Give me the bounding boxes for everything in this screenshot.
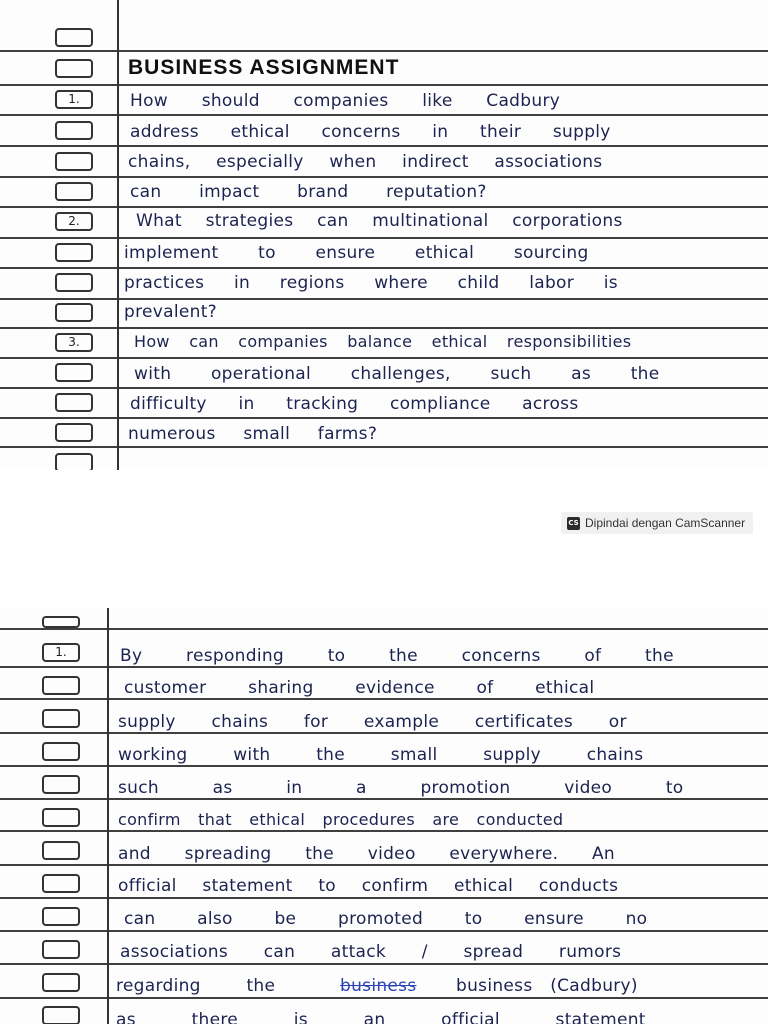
margin-box (55, 423, 93, 442)
margin-box (55, 243, 93, 262)
margin-box (42, 616, 80, 628)
answer-line: such as in a promotion video to (118, 778, 684, 798)
ruled-line (0, 732, 768, 734)
scanned-page-questions (0, 0, 768, 470)
margin-box (55, 363, 93, 382)
margin-box (42, 973, 80, 992)
ruled-line (0, 446, 768, 448)
margin-box (42, 841, 80, 860)
question-line: difficulty in tracking compliance across (130, 394, 579, 414)
question-line: prevalent? (124, 302, 217, 322)
scanned-page-answers (0, 608, 768, 1024)
ruled-line (0, 963, 768, 965)
margin-box (42, 1006, 80, 1024)
ruled-line (0, 417, 768, 419)
question-line: implement to ensure ethical sourcing (124, 243, 589, 263)
ruled-line (0, 698, 768, 700)
ruled-line (0, 237, 768, 239)
ruled-line (0, 145, 768, 147)
answer-line: official statement to confirm ethical conducts (118, 876, 619, 896)
camscanner-logo-icon: CS (567, 517, 580, 530)
question-line: How can companies balance ethical responsibilities (134, 332, 632, 351)
question-line: with operational challenges, such as the (134, 364, 660, 384)
question-number-box: 1. (42, 643, 80, 662)
assignment-title: BUSINESS ASSIGNMENT (128, 56, 400, 79)
margin-box (42, 676, 80, 695)
question-number-box: 3. (55, 333, 93, 352)
answer-line: customer sharing evidence of ethical (124, 678, 595, 698)
margin-box (42, 874, 80, 893)
answer-line: as there is an official statement (116, 1010, 646, 1024)
margin-box (55, 152, 93, 171)
answer-line: associations can attack / spread rumors (120, 942, 622, 962)
margin-box (55, 393, 93, 412)
ruled-line (0, 830, 768, 832)
ruled-line (0, 298, 768, 300)
ruled-line (0, 930, 768, 932)
answer-line: supply chains for example certificates or (118, 712, 627, 732)
ruled-line (0, 267, 768, 269)
ruled-line (0, 357, 768, 359)
ruled-line (0, 387, 768, 389)
ruled-line (0, 114, 768, 116)
ruled-line (0, 765, 768, 767)
margin-box (55, 182, 93, 201)
margin-box (42, 940, 80, 959)
question-line: can impact brand reputation? (130, 182, 487, 202)
margin-box (55, 121, 93, 140)
answer-line: can also be promoted to ensure no (124, 909, 648, 929)
question-line: How should companies like Cadbury (130, 91, 561, 111)
question-line: address ethical concerns in their supply (130, 122, 611, 142)
margin-box (42, 709, 80, 728)
margin-rule (117, 0, 119, 470)
answer-line: confirm that ethical procedures are conducted (118, 810, 564, 829)
question-number-box: 1. (55, 90, 93, 109)
margin-box (55, 453, 93, 470)
margin-rule (107, 608, 109, 1024)
answer-line: working with the small supply chains (118, 745, 644, 765)
ruled-line (0, 628, 768, 630)
margin-box (55, 273, 93, 292)
answer-line: business (Cadbury) (456, 976, 638, 996)
margin-box (42, 907, 80, 926)
ruled-line (0, 864, 768, 866)
camscanner-watermark (561, 512, 753, 534)
answer-line: and spreading the video everywhere. An (118, 844, 616, 864)
camscanner-watermark-text: Dipindai dengan CamScanner (585, 516, 746, 530)
struck-out-word: business (340, 976, 417, 996)
margin-box (55, 59, 93, 78)
answer-line: By responding to the concerns of the (120, 646, 674, 666)
ruled-line (0, 997, 768, 999)
margin-box (55, 28, 93, 47)
question-line: chains, especially when indirect associations (128, 152, 603, 172)
ruled-line (0, 50, 768, 52)
margin-box (42, 775, 80, 794)
ruled-line (0, 206, 768, 208)
question-line: numerous small farms? (128, 424, 378, 444)
ruled-line (0, 666, 768, 668)
ruled-line (0, 897, 768, 899)
margin-box (42, 742, 80, 761)
ruled-line (0, 176, 768, 178)
ruled-line (0, 327, 768, 329)
question-line: practices in regions where child labor is (124, 273, 618, 293)
answer-line: regarding the (116, 976, 276, 996)
margin-box (55, 303, 93, 322)
margin-box (42, 808, 80, 827)
question-line: What strategies can multinational corporations (136, 211, 623, 231)
ruled-line (0, 798, 768, 800)
ruled-line (0, 84, 768, 86)
question-number-box: 2. (55, 212, 93, 231)
